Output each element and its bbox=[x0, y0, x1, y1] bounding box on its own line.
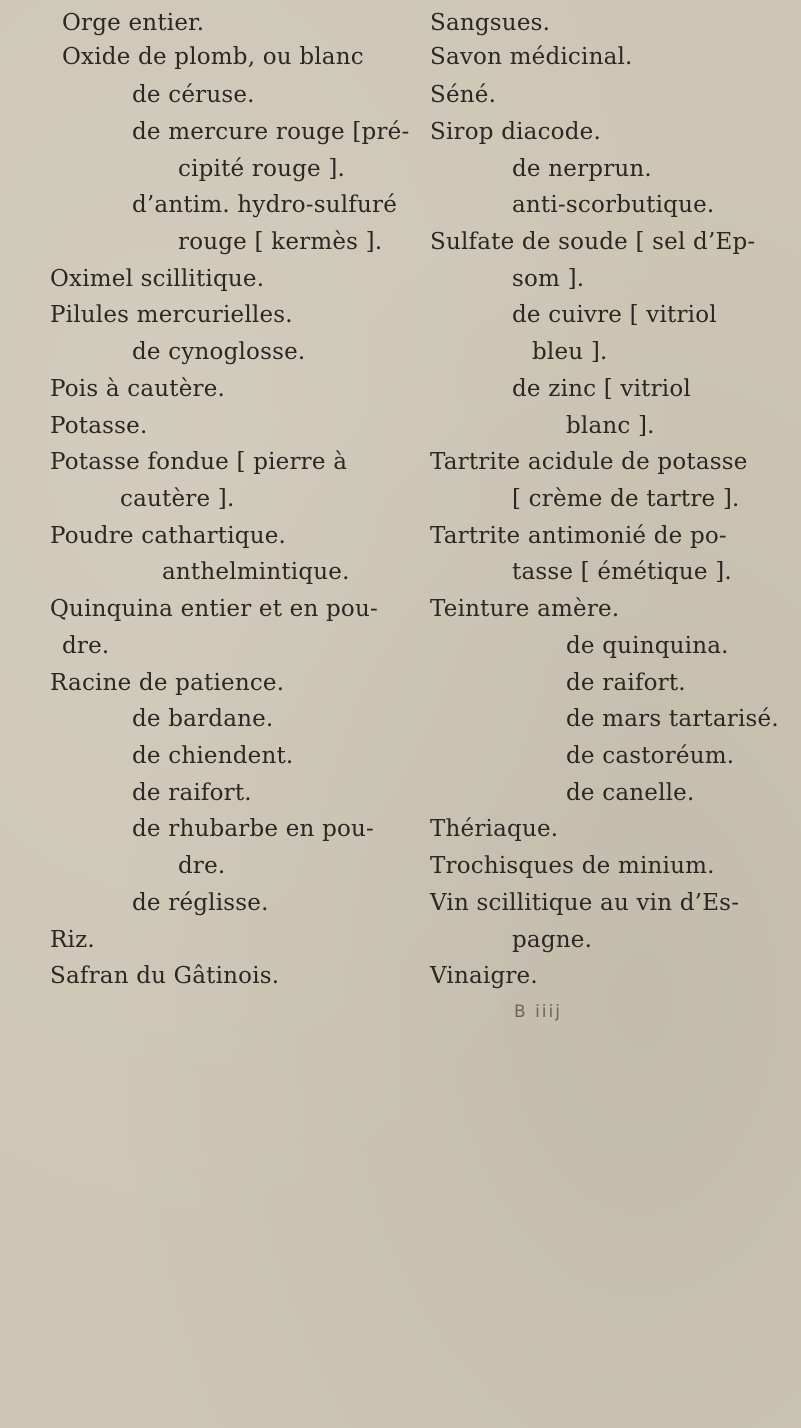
left-entry: Oxide de plomb, ou blanc bbox=[62, 44, 364, 70]
right-entry: Tartrite acidule de potasse bbox=[430, 449, 748, 475]
right-entry: [ crème de tartre ]. bbox=[512, 486, 740, 512]
left-entry: cipité rouge ]. bbox=[178, 156, 346, 182]
right-entry: Sirop diacode. bbox=[430, 119, 601, 145]
left-entry: de céruse. bbox=[132, 82, 255, 108]
left-entry: Orge entier. bbox=[62, 10, 205, 36]
right-entry: Teinture amère. bbox=[430, 596, 620, 622]
right-entry: tasse [ émétique ]. bbox=[512, 559, 732, 585]
right-entry: Séné. bbox=[430, 82, 497, 108]
right-entry: Trochisques de minium. bbox=[430, 853, 715, 879]
right-entry: de cuivre [ vitriol bbox=[512, 302, 717, 328]
left-entry: Quinquina entier et en pou- bbox=[50, 596, 378, 622]
left-entry: de bardane. bbox=[132, 706, 274, 732]
left-entry: de rhubarbe en pou- bbox=[132, 816, 375, 842]
left-entry: Poudre cathartique. bbox=[50, 523, 287, 549]
right-entry: de zinc [ vitriol bbox=[512, 376, 691, 402]
right-entry: Sulfate de soude [ sel d’Ep- bbox=[430, 229, 756, 255]
left-entry: Safran du Gâtinois. bbox=[50, 963, 280, 989]
right-entry: de nerprun. bbox=[512, 156, 652, 182]
left-entry: de mercure rouge [pré- bbox=[132, 119, 410, 145]
left-entry: de raifort. bbox=[132, 780, 252, 806]
left-entry: Potasse. bbox=[50, 413, 148, 439]
right-entry: de raifort. bbox=[566, 670, 686, 696]
left-entry: de réglisse. bbox=[132, 890, 269, 916]
signature-mark: B iiij bbox=[514, 1002, 562, 1022]
right-entry: pagne. bbox=[512, 927, 593, 953]
right-entry: de quinquina. bbox=[566, 633, 729, 659]
left-entry: cautère ]. bbox=[120, 486, 235, 512]
left-entry: Racine de patience. bbox=[50, 670, 285, 696]
left-entry: Potasse fondue [ pierre à bbox=[50, 449, 348, 475]
right-entry: Tartrite antimonié de po- bbox=[430, 523, 727, 549]
right-entry: de castoréum. bbox=[566, 743, 735, 769]
right-entry: de mars tartarisé. bbox=[566, 706, 779, 732]
right-entry: blanc ]. bbox=[566, 413, 655, 439]
left-entry: anthelmintique. bbox=[162, 559, 350, 585]
left-entry: Pilules mercurielles. bbox=[50, 302, 293, 328]
right-entry: anti-scorbutique. bbox=[512, 192, 715, 218]
right-entry: bleu ]. bbox=[532, 339, 608, 365]
left-entry: de chiendent. bbox=[132, 743, 294, 769]
left-entry: rouge [ kermès ]. bbox=[178, 229, 383, 255]
right-entry: Thériaque. bbox=[430, 816, 559, 842]
left-entry: dre. bbox=[178, 853, 226, 879]
left-entry: Oximel scillitique. bbox=[50, 266, 265, 292]
left-entry: d’antim. hydro-sulfuré bbox=[132, 192, 398, 218]
right-entry: Savon médicinal. bbox=[430, 44, 633, 70]
right-entry: Vinaigre. bbox=[430, 963, 538, 989]
right-entry: som ]. bbox=[512, 266, 585, 292]
left-entry: Riz. bbox=[50, 927, 95, 953]
left-entry: de cynoglosse. bbox=[132, 339, 306, 365]
right-entry: Sangsues. bbox=[430, 10, 551, 36]
left-entry: Pois à cautère. bbox=[50, 376, 226, 402]
left-entry: dre. bbox=[62, 633, 110, 659]
right-entry: Vin scillitique au vin d’Es- bbox=[430, 890, 740, 916]
right-entry: de canelle. bbox=[566, 780, 695, 806]
